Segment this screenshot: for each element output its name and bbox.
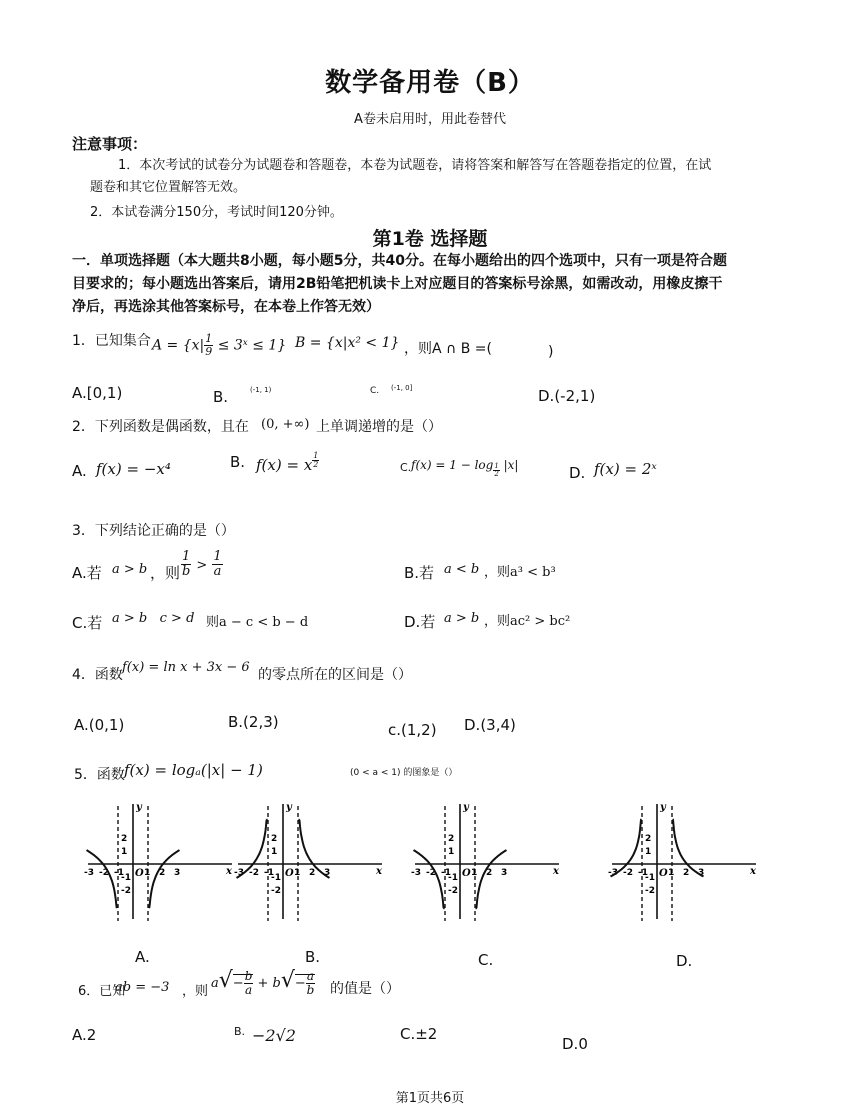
y-tick-label: -2 — [645, 886, 655, 896]
q6-option-d: D.0 — [562, 1035, 588, 1053]
q3-frac-1 — [181, 550, 191, 579]
x-axis-label: x — [376, 866, 382, 877]
x-tick-label: -2 — [99, 868, 109, 878]
q2-option-c-left: f(x) = 1 − log — [411, 458, 494, 472]
q5-option-b: B. — [305, 948, 321, 966]
q2-option-b-base: f(x) = x — [256, 456, 313, 474]
q4-stem-end: 的零点所在的区间是（） — [258, 667, 412, 683]
q2-option-b-exponent — [312, 452, 319, 469]
y-tick-label: -2 — [271, 886, 281, 896]
origin-label: O — [285, 868, 294, 879]
y-tick-label: 1 — [448, 847, 455, 857]
graph-curve-right — [476, 850, 507, 908]
q3-frac-2-num: 1 — [213, 549, 222, 564]
x-axis-label: x — [553, 866, 559, 877]
q1-set-a — [152, 333, 286, 358]
page-title: 数学备用卷（B） — [325, 68, 535, 98]
q6-then: ，则 — [182, 984, 209, 999]
x-tick-label: -2 — [426, 868, 436, 878]
q6-frac-2 — [306, 970, 315, 997]
q5-stem-start: 5．函数 — [74, 767, 125, 783]
q3-option-b-then: ，则a³ < b³ — [484, 565, 556, 580]
y-axis-label: y — [660, 802, 666, 813]
x-tick-label: -1 — [264, 868, 274, 878]
q6-neg-1: − — [232, 976, 244, 991]
q5-condition: (0 < a < 1) 的图象是（） — [350, 768, 458, 778]
x-tick-label: 3 — [698, 868, 705, 878]
q5-option-d: D. — [676, 952, 693, 970]
notice-heading: 注意事项： — [72, 135, 148, 153]
q6-condition: ab = −3 — [115, 980, 170, 995]
x-tick-label: 3 — [174, 868, 181, 878]
y-tick-label: -2 — [121, 886, 131, 896]
q3-option-a-letter: A.若 — [72, 564, 102, 582]
q3-option-d-then: ，则ac² > bc² — [484, 614, 571, 629]
y-tick-label: -2 — [448, 886, 458, 896]
x-axis-label: x — [226, 866, 232, 877]
q6-radicand-2 — [294, 969, 315, 997]
q2-option-b-letter: B. — [230, 453, 246, 471]
x-tick-label: 1 — [144, 868, 151, 878]
q2-exp-den: 2 — [313, 460, 319, 469]
q2-exp-num: 1 — [313, 451, 319, 460]
q6-plus-b: + b — [257, 976, 281, 991]
q6-frac-2-den: b — [306, 983, 315, 997]
y-tick-label: 2 — [448, 834, 455, 844]
q6-stem-end: 的值是（） — [330, 981, 400, 997]
q1-option-b: B. — [213, 388, 229, 406]
y-tick-label: 2 — [645, 834, 652, 844]
q6-stem-start: 6．已知 — [78, 984, 126, 999]
q1-set-a-left: A = {x| — [152, 337, 205, 354]
q2-stem-end: 上单调递增的是（） — [316, 419, 442, 435]
x-tick-label: 3 — [324, 868, 331, 878]
q3-frac-2-den: a — [213, 564, 222, 579]
x-tick-label: 1 — [471, 868, 478, 878]
q2-option-d-letter: D. — [569, 464, 586, 482]
q3-option-a-cond: a > b — [112, 562, 148, 577]
x-tick-label: -1 — [638, 868, 648, 878]
page-footer: 第1页共6页 — [395, 1091, 465, 1106]
y-tick-label: 2 — [121, 834, 128, 844]
q1-option-c-value: (-1, 0] — [391, 384, 413, 392]
q3-option-c-then: 则a − c < b − d — [206, 615, 309, 630]
q2-option-b-expr — [256, 451, 319, 474]
y-tick-label: -1 — [121, 873, 131, 883]
q3-option-b-cond: a < b — [444, 562, 480, 577]
y-tick-label: 1 — [645, 847, 652, 857]
notice-item-1-cont: 题卷和其它位置解答无效。 — [90, 180, 247, 195]
section-instruction-line-1: 一．单项选择题（本大题共8小题，每小题5分，共40分。在每小题给出的四个选项中，只有一项是符合题 — [72, 253, 727, 269]
q6-radicand-1 — [232, 969, 254, 997]
y-axis-label: y — [136, 802, 142, 813]
q1-fraction — [204, 333, 213, 358]
x-tick-label: 2 — [309, 868, 316, 878]
q1-prefix: 1．已知集合 — [72, 333, 151, 349]
q2-option-a-letter: A. — [72, 462, 87, 480]
q4-option-c: c.(1,2) — [388, 721, 437, 739]
q3-option-a-expr — [181, 550, 223, 579]
origin-label: O — [135, 868, 144, 879]
q6-option-a: A.2 — [72, 1026, 97, 1044]
graph-a — [84, 800, 238, 925]
q4-option-d: D.(3,4) — [464, 716, 516, 734]
y-tick-label: -1 — [271, 873, 281, 883]
q1-option-c: C. — [370, 386, 380, 396]
q3-option-b-letter: B.若 — [404, 564, 435, 582]
graph-curve-right — [149, 850, 179, 908]
q2-option-d-expr: f(x) = 2ˣ — [594, 460, 657, 478]
q2-stem-start: 2．下列函数是偶函数，且在 — [72, 419, 249, 435]
notice-item-1: 1．本次考试的试卷分为试题卷和答题卷，本卷为试题卷，请将答案和解答写在答题卷指定的位置，在试 — [118, 158, 712, 173]
y-tick-label: 1 — [121, 847, 128, 857]
q1-frac-den: 9 — [205, 345, 213, 358]
q6-frac-1-num: b — [244, 969, 253, 983]
y-tick-label: -1 — [448, 873, 458, 883]
q3-option-a-then: ，则 — [150, 564, 181, 582]
x-tick-label: -3 — [411, 868, 421, 878]
q6-sqrt-1: √ — [218, 968, 233, 993]
q5-function: f(x) = logₐ(|x| − 1) — [124, 761, 263, 779]
q3-option-c-letter: C.若 — [72, 614, 103, 632]
q2-option-c-expr — [411, 458, 519, 478]
origin-label: O — [462, 868, 471, 879]
q2-base-num: 1 — [494, 462, 499, 470]
q1-close: ) — [548, 344, 554, 360]
q2-option-a-expr: f(x) = −x⁴ — [96, 460, 171, 478]
graph-d — [608, 800, 762, 925]
x-tick-label: 1 — [294, 868, 301, 878]
q4-option-a: A.(0,1) — [74, 716, 125, 734]
x-tick-label: -1 — [114, 868, 124, 878]
x-tick-label: -3 — [234, 868, 244, 878]
q3-gt: > — [196, 558, 208, 573]
graph-b — [234, 800, 388, 925]
q6-frac-2-num: a — [306, 969, 314, 983]
y-axis-label: y — [463, 802, 469, 813]
q6-frac-1 — [244, 970, 254, 997]
x-tick-label: -3 — [608, 868, 618, 878]
section-instruction-line-2: 目要求的；每小题选出答案后，请用2B铅笔把机读卡上对应题目的答案标号涂黑，如需改动，用橡皮擦干 — [72, 276, 723, 292]
q5-option-c: C. — [478, 951, 494, 969]
x-tick-label: 1 — [668, 868, 675, 878]
q1-option-d: D.(-2,1) — [538, 387, 596, 405]
q3-option-d-cond: a > b — [444, 611, 480, 626]
q1-frac-num: 1 — [205, 332, 213, 345]
q5-option-a: A. — [135, 948, 150, 966]
x-tick-label: 2 — [486, 868, 493, 878]
q6-frac-1-den: a — [244, 983, 253, 997]
q3-stem: 3．下列结论正确的是（） — [72, 523, 235, 539]
q2-option-c-right: |x| — [503, 458, 519, 472]
q6-option-b-expr: −2√2 — [252, 1026, 296, 1045]
y-axis-label: y — [286, 802, 292, 813]
y-tick-label: -1 — [645, 873, 655, 883]
section-instruction-line-3: 净后，再选涂其他答案标号，在本卷上作答无效） — [72, 299, 380, 315]
y-tick-label: 1 — [271, 847, 278, 857]
q3-option-d-letter: D.若 — [404, 613, 436, 631]
q3-frac-2 — [212, 550, 222, 579]
x-tick-label: -1 — [441, 868, 451, 878]
q4-option-b: B.(2,3) — [228, 713, 279, 731]
x-tick-label: -2 — [623, 868, 633, 878]
q2-base-den: 2 — [494, 470, 499, 478]
page-subtitle: A卷未启用时，用此卷替代 — [354, 112, 506, 127]
q1-set-a-right: ≤ 3ˣ ≤ 1} — [217, 337, 287, 354]
graph-curve-left — [87, 850, 117, 908]
q6-option-c: C.±2 — [400, 1025, 438, 1043]
q6-option-b-letter: B. — [234, 1025, 246, 1038]
x-tick-label: 3 — [501, 868, 508, 878]
x-tick-label: -3 — [84, 868, 94, 878]
q6-a: a — [211, 976, 219, 991]
x-tick-label: -2 — [249, 868, 259, 878]
q1-option-b-value: (-1, 1) — [250, 386, 272, 394]
q6-expression — [211, 968, 315, 997]
y-tick-label: 2 — [271, 834, 278, 844]
q6-sqrt-2: √ — [280, 968, 295, 993]
q1-option-a: A.[0,1) — [72, 384, 123, 402]
q4-function: f(x) = ln x + 3x − 6 — [122, 660, 250, 675]
graph-c — [411, 800, 565, 925]
graph-curve-left — [414, 850, 445, 908]
section-title: 第1卷 选择题 — [372, 228, 488, 250]
q6-neg-2: − — [294, 976, 306, 991]
q2-option-c-base — [493, 463, 499, 478]
q1-set-b: B = {x|x² < 1} — [295, 335, 400, 351]
notice-item-2: 2．本试卷满分150分，考试时间120分钟。 — [90, 205, 343, 220]
q1-tail: ，则A ∩ B =( — [404, 341, 492, 357]
x-tick-label: 2 — [159, 868, 166, 878]
q3-option-c-cond: a > b c > d — [112, 611, 195, 626]
q4-stem-start: 4．函数 — [72, 667, 123, 683]
x-tick-label: 2 — [683, 868, 690, 878]
q2-interval: (0, +∞) — [261, 417, 310, 432]
q3-frac-1-num: 1 — [182, 549, 191, 564]
x-axis-label: x — [750, 866, 756, 877]
origin-label: O — [659, 868, 668, 879]
q3-frac-1-den: b — [181, 564, 191, 579]
q2-option-c-letter: C. — [400, 461, 412, 474]
